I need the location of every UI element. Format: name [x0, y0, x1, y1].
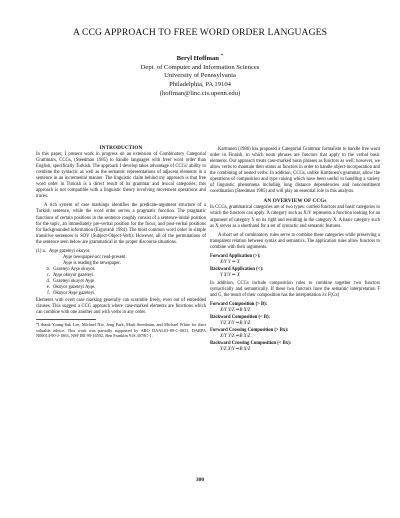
author-name: Beryl Hoffman — [176, 55, 219, 63]
example-text: Okuyor Ayşe gazeteyi. — [53, 291, 96, 297]
right-column — [210, 147, 380, 353]
footnote-divider — [36, 319, 96, 320]
example-number: b. — [46, 266, 50, 272]
left-column — [36, 145, 206, 339]
rule-formula: X/Y Y ⇒ X — [220, 259, 240, 265]
page-number: 300 — [195, 477, 205, 483]
author-email: (hoffman@linc.cis.upenn.edu) — [159, 89, 241, 97]
author-block — [0, 52, 400, 98]
right-paragraph-2: In CCGs, grammatical categories are of two types: curried functors and basic categories to which the functors can apply. A category such as X/Y represents a function looking for an argument of category Y on its right and resulting in the category X. A basic category such as X serves as a shorthand for a set of syntactic and semantic features. — [210, 205, 380, 229]
section-heading-introduction: INTRODUCTION — [99, 145, 143, 151]
author-line — [0, 52, 400, 64]
rule-backward-composition: Backward Composition (< B): — [210, 315, 271, 321]
right-paragraph-4: In addition, CCGs include composition rules to combine together two functors syntactically and semantically. If these two functors have the semantic interpretation F and G, the result of their composition has the interpretation λx F(Gx) — [210, 280, 380, 299]
example-gloss: Ayşe newspaper-acc read-present. — [63, 254, 127, 260]
example-text: Ayşe okuyor gazeteyi. — [53, 272, 95, 278]
rule-formula: X/Y Y/Z ⇒B X/Z — [220, 308, 251, 314]
footnote: *I thank Young-Suk Lee, Michael Niv, Jong Park, Mark Steedman, and Michael White for their valuable advice. This work was partially supported by ARO DAAL03-89-C-0031, DARPA N00014-90-J-1863, NSF IRI 90-16592, Ben Franklin 91S.3078C-1. — [36, 322, 206, 339]
example-text: Gazeteyi Ayşe okuyor. — [53, 266, 96, 272]
example-text: Gazeteyi okuyor Ayşe. — [53, 278, 96, 284]
rule-backward-crossing-composition: Backward Crossing Composition (< Bx): — [210, 341, 292, 347]
example-number: d. — [46, 278, 50, 284]
rule-forward-application: Forward Application (>): — [210, 253, 261, 259]
author-footnote-marker: * — [220, 53, 224, 59]
author-dept: Dept. of Computer and Information Sciences — [140, 63, 260, 71]
example-translation: Ayşe is reading the newspaper. — [63, 260, 121, 266]
section-heading-overview: AN OVERVIEW OF CCGs — [263, 198, 327, 205]
example-item — [36, 291, 206, 297]
right-paragraph-1: Karttunen (1986) has proposed a Categorial Grammar formalism to handle free word order in Finnish, in which noun phrases are functors that apply to the verbal basic elements. Our approach treats case-marked noun phrases as functors as well; however, we allow verbs to maintain their status as functors in order to handle object-incorporation and the combining of nested verbs. In addition, CCGs, unlike Karttunen's grammar, allow the operations of composition and type raising which have been useful in handling a variety of linguistic phenomena including long distance dependencies and nonconstituent coordination (Steedman 1985) and will play an essential role in this analysis. — [210, 147, 380, 195]
example-number: f. — [47, 291, 50, 297]
rule-formula: Y X\Y ⇒ X — [220, 272, 240, 278]
author-city: Philadelphia, PA 19104 — [169, 80, 231, 88]
rule-formula: X/Y Y\Z ⇒B X\Z — [220, 334, 251, 340]
paper-title: A CCG APPROACH TO FREE WORD ORDER LANGUAGES — [72, 27, 328, 38]
rule-formula: Y/Z X\Y ⇒B X/Z — [220, 347, 251, 353]
intro-paragraph-3: Elements with overt case marking generally can scramble freely, even out of embedded clauses. This suggest a CCG approach where case-marked elements are functions which can combine with one another and with verbs in any order. — [36, 298, 206, 316]
right-paragraph-3: A short set of combinatory rules serve to combine these categories while preserving a transparent relation between syntax and semantics. The application rules allow functors to combine with their arguments. — [210, 232, 380, 250]
example-number: (1) a. — [36, 248, 46, 254]
intro-paragraph-1: In this paper, I present work in progress on an extension of Combinatory Categorial Grammars, CCGs, (Steedman 1985) to handle languages with freer word order than English, specifically Turkish. The approach I develop takes advantage of CCGs' ability to combine the syntactic as well as the semantic representations of adjacent elements in a sentence in an incremental manner. The linguistic claim behind my approach is that free word order in Turkish is a direct result of its grammar and lexical categories; this approach is not compatible with a linguistic theory involving movement operations and traces. — [36, 152, 206, 200]
rule-forward-composition: Forward Composition (> B): — [210, 302, 268, 308]
example-text: Ayşe gazeteyi okuyor. — [49, 248, 91, 254]
intro-paragraph-2: A rich system of case markings identifies the predicate-argument structure of a Turkish sentence, while the word order serves a pragmatic function. The pragmatic functions of certain positions in the sentence roughly consist of a sentence-initial position for the topic, an immediately pre-verbal position for the focus, and post-verbal positions for backgrounded information (Erguvanli 1984). The most common word order in simple transitive sentences is SOV (Subject-Object-Verb). However, all of the permutations of the sentence seen below are grammatical in the proper discourse situations. — [36, 203, 206, 245]
rule-formula: Y\Z X\Y ⇒B X\Z — [220, 321, 251, 327]
rule-forward-crossing-composition: Forward Crossing Composition (> Bx): — [210, 328, 289, 334]
example-number: e. — [46, 285, 50, 291]
rule-backward-application: Backward Application (<): — [210, 266, 264, 272]
example-number: c. — [46, 272, 50, 278]
author-university: University of Pennsylvania — [164, 72, 236, 80]
example-list — [36, 249, 206, 297]
example-text: Okuyor gazeteyi Ayşe. — [53, 285, 96, 291]
example-item — [36, 249, 206, 255]
